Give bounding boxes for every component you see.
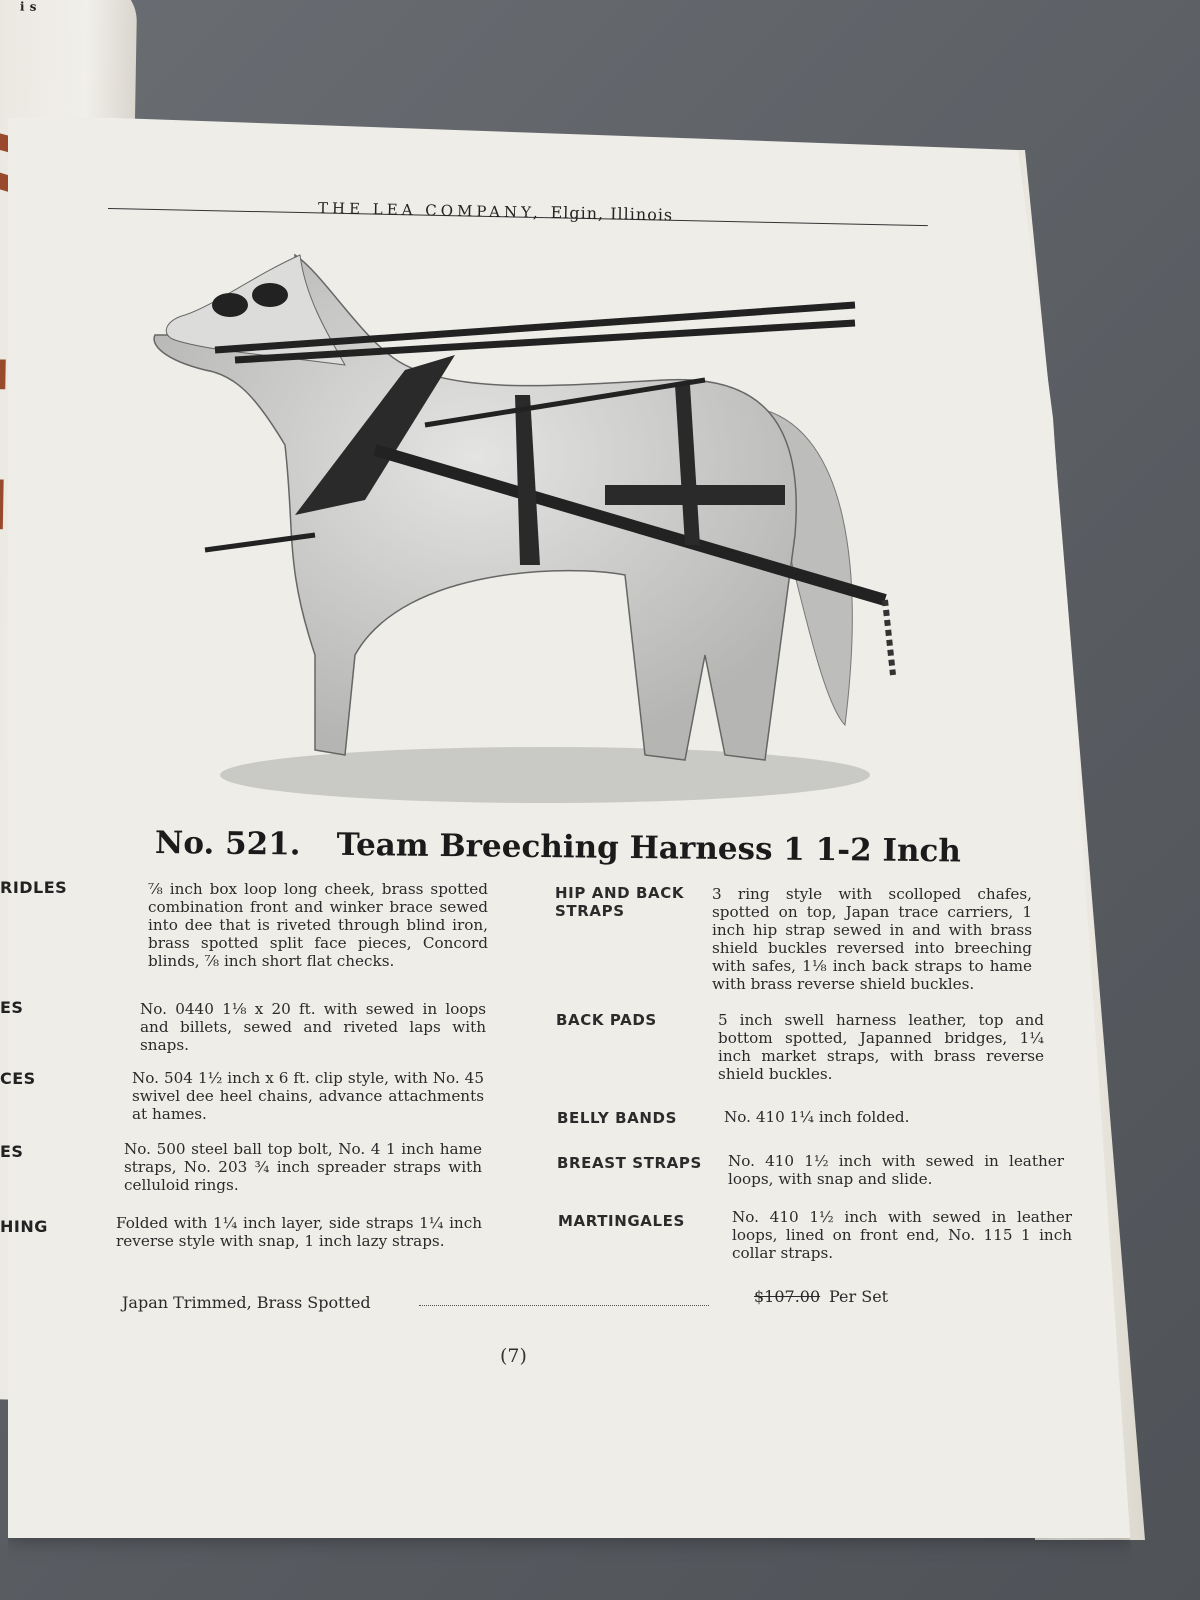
- product-number: No. 521.: [154, 825, 301, 863]
- spec-label-belly-bands: BELLY BANDS: [557, 1109, 677, 1127]
- spec-text-bridles: ⅞ inch box loop long cheek, brass spotted combination front and winker brace sewed into dee that is riveted through blind iron, brass spotted split face pieces, Concord blinds, ⅞ inch short flat checks.: [148, 880, 488, 970]
- spec-label-martingales: MARTINGALES: [558, 1212, 685, 1230]
- leader-dots: [419, 1305, 709, 1306]
- spec-text-hames: No. 500 steel ball top bolt, No. 4 1 inch hame straps, No. 203 ¾ inch spreader straps with celluloid rings.: [124, 1140, 482, 1194]
- prev-page-corner-text: i s: [19, 0, 38, 14]
- company-location: Elgin, Illinois: [550, 202, 674, 225]
- price-description: Japan Trimmed, Brass Spotted: [122, 1293, 371, 1312]
- price-unit: Per Set: [829, 1287, 889, 1306]
- cut-label: HING: [0, 1217, 48, 1236]
- cut-label: CES: [0, 1069, 36, 1088]
- product-name: Team Breeching Harness 1 1-2 Inch: [336, 826, 962, 870]
- price-amount: $107.00: [754, 1287, 821, 1306]
- spec-text-lines: No. 0440 1⅛ x 20 ft. with sewed in loops and billets, sewed and riveted laps with snaps.: [140, 1000, 486, 1054]
- spec-text-breast-straps: No. 410 1½ inch with sewed in leather loops, with snap and slide.: [728, 1152, 1064, 1188]
- blinder: [212, 293, 248, 317]
- spec-label-back-pads: BACK PADS: [556, 1011, 657, 1029]
- spec-text-breeching: Folded with 1¼ inch layer, side straps 1¼ inch reverse style with snap, 1 inch lazy straps.: [116, 1214, 482, 1250]
- horse-team-illustration: [145, 235, 905, 815]
- spec-text-traces: No. 504 1½ inch x 6 ft. clip style, with No. 45 swivel dee heel chains, advance attachments at hames.: [132, 1069, 484, 1123]
- heel-chain: [885, 600, 893, 675]
- spec-text-back-pads: 5 inch swell harness leather, top and bottom spotted, Japanned bridges, 1¼ inch market straps, with brass reverse shield buckles.: [718, 1011, 1044, 1083]
- ground-shadow: [220, 747, 870, 803]
- price-line: [122, 1287, 902, 1312]
- spec-label-breast-straps: BREAST STRAPS: [557, 1154, 702, 1172]
- cut-label: RIDLES: [0, 878, 68, 897]
- company-name: THE LEA COMPANY,: [317, 199, 542, 222]
- cut-label: ES: [0, 1142, 24, 1161]
- page-number: (7): [500, 1345, 527, 1367]
- spec-text-martingales: No. 410 1½ inch with sewed in leather loops, lined on front end, No. 115 1 inch collar straps.: [732, 1208, 1072, 1262]
- cut-label: ES: [0, 998, 24, 1017]
- blinder: [252, 283, 288, 307]
- strap-image-strip: [0, 359, 6, 390]
- spec-label-hip-back-straps: HIP AND BACK STRAPS: [555, 884, 685, 920]
- strap-image-strip: [0, 479, 4, 530]
- spec-text-belly-bands: No. 410 1¼ inch folded.: [724, 1108, 910, 1126]
- spec-text-hip-back-straps: 3 ring style with scolloped chafes, spotted on top, Japan trace carriers, 1 inch hip strap sewed in and with brass shield buckles reversed into breeching with safes, 1⅛ inch back straps to hame with brass reverse shield buckles.: [712, 885, 1032, 993]
- breeching: [605, 485, 785, 505]
